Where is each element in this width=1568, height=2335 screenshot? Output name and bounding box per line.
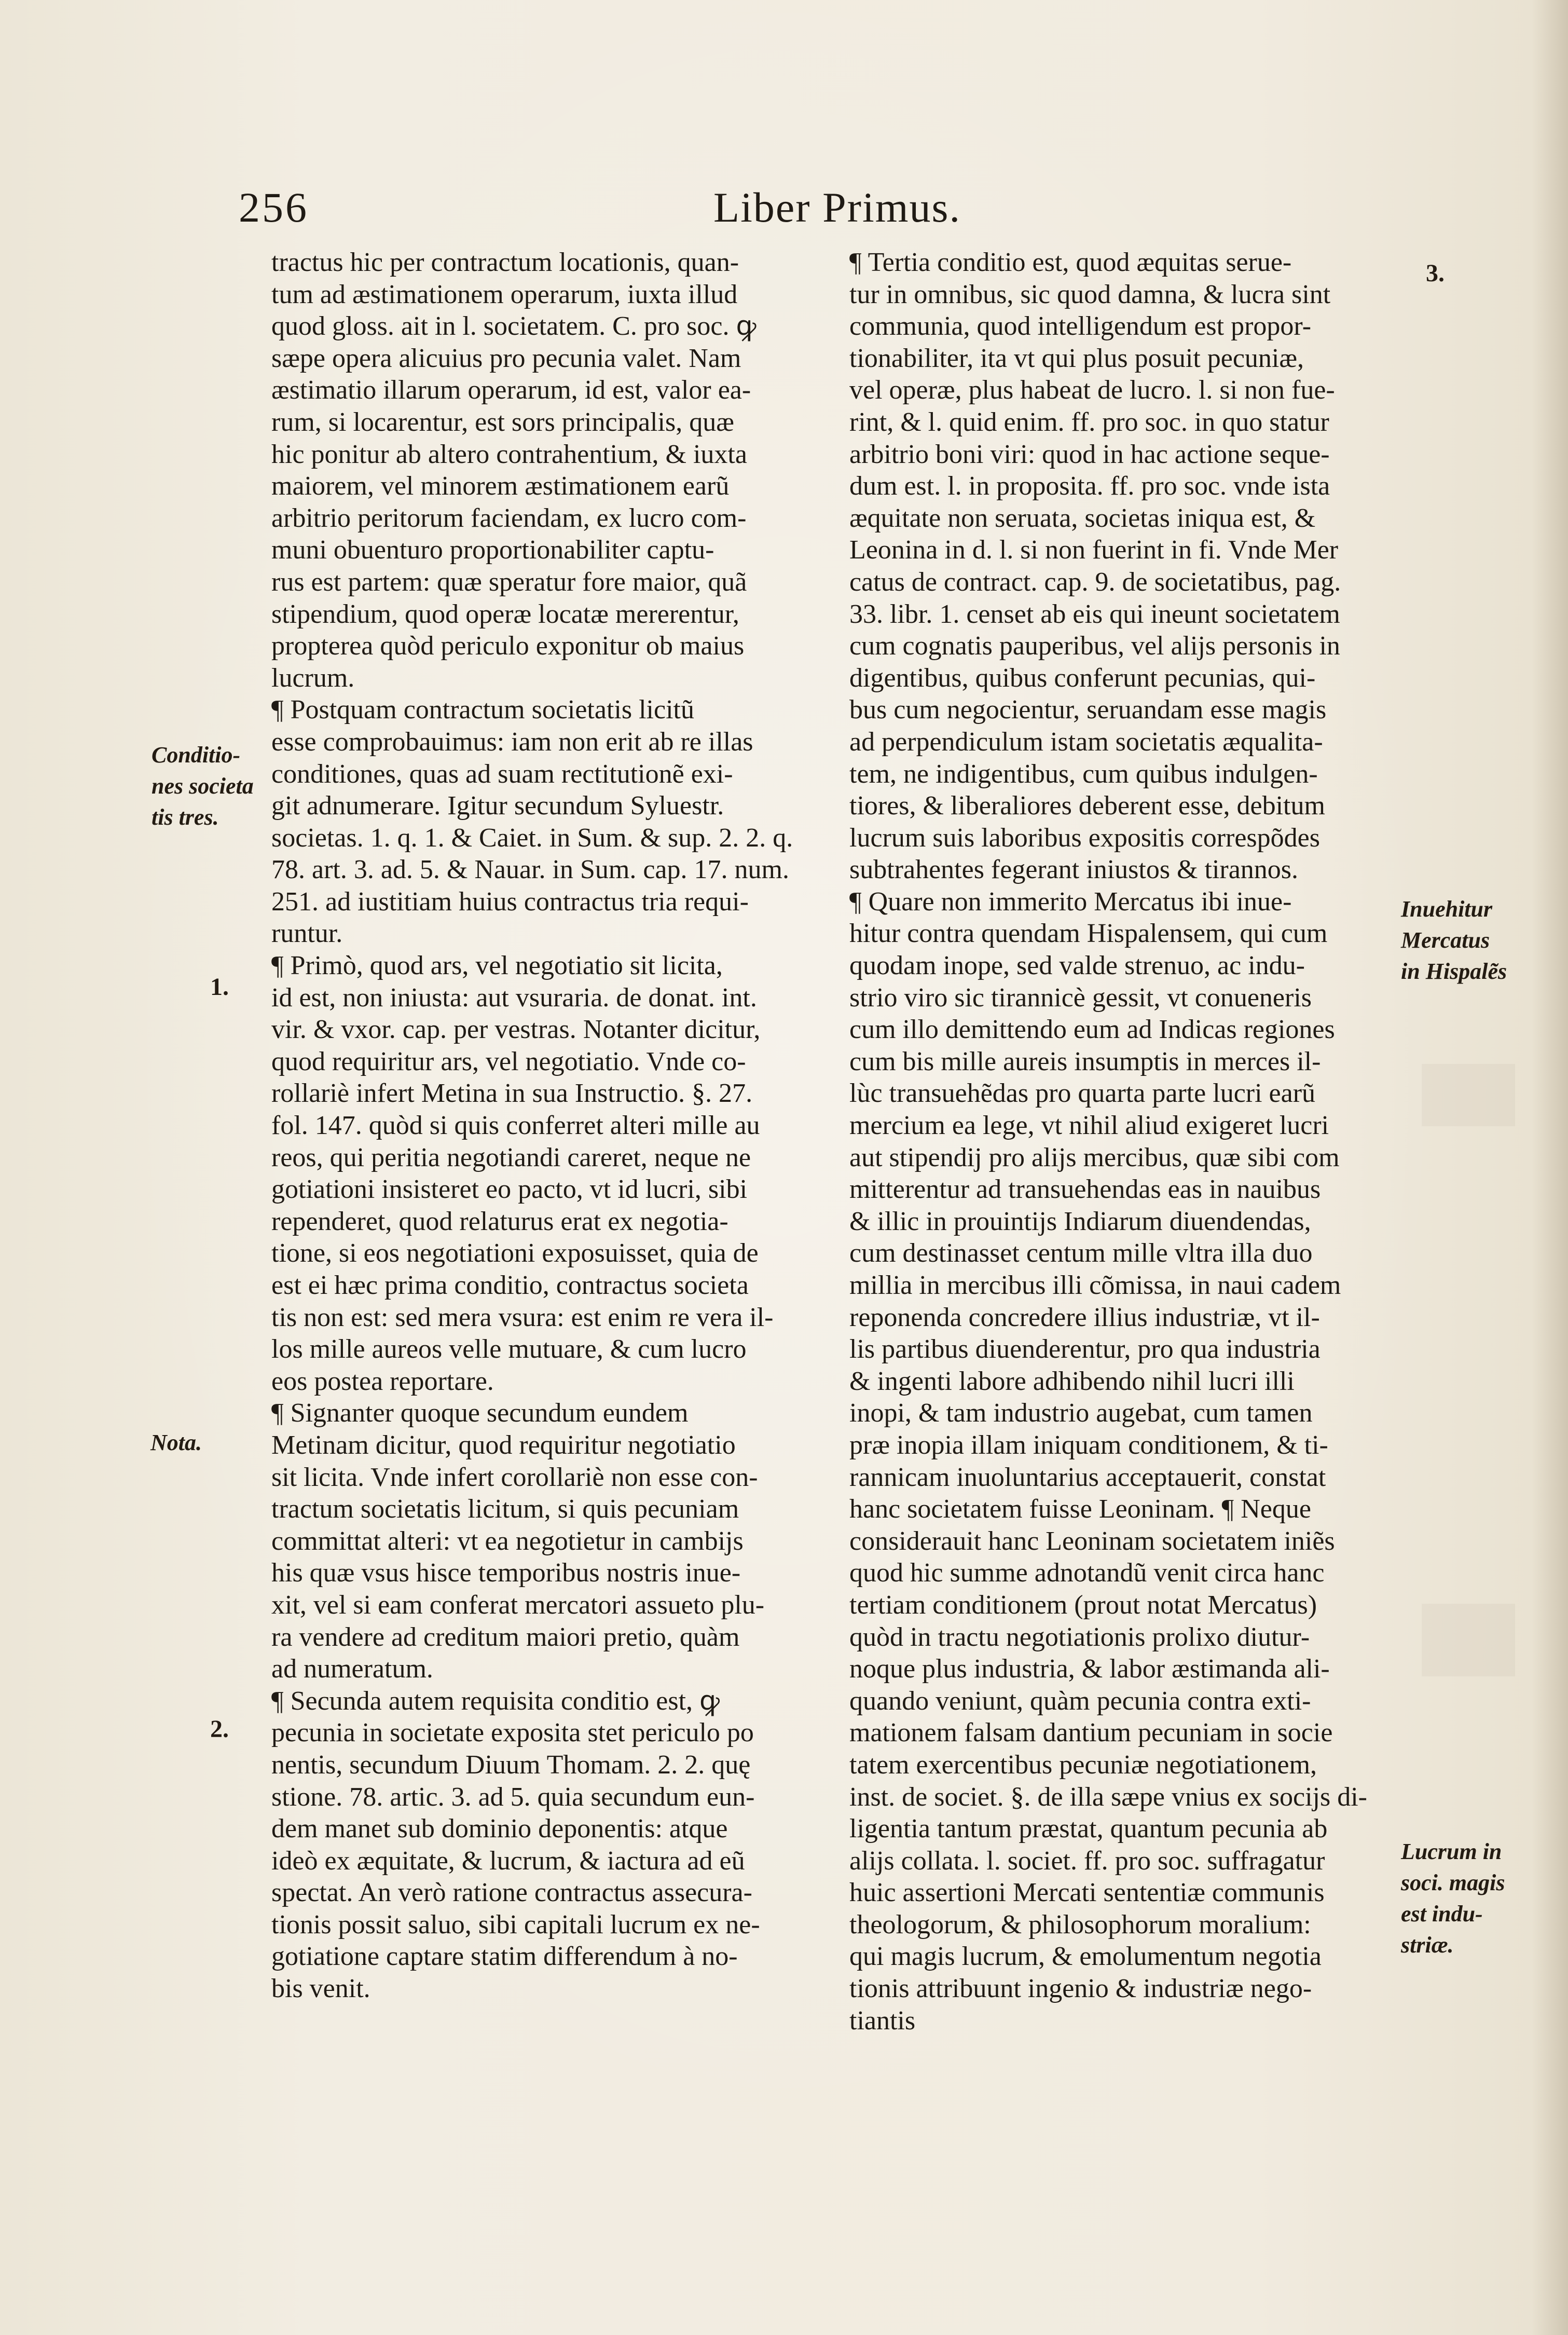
text-line: æquitate non seruata, societas iniqua est, & <box>849 503 1316 533</box>
text-line: cum cognatis pauperibus, vel alijs personis in <box>849 631 1340 661</box>
text-line: fol. 147. quòd si quis conferret alteri mille au <box>271 1111 760 1141</box>
text-line: his quæ vsus hisce temporibus nostris inue- <box>271 1558 741 1588</box>
text-line: hic ponitur ab altero contrahentium, & iuxta <box>271 439 747 469</box>
text-line: ¶ Primò, quod ars, vel negotiatio sit licita, <box>271 951 723 981</box>
text-line: xit, vel si eam conferat mercatori assueto plu- <box>271 1590 765 1620</box>
text-line: sit licita. Vnde infert corollariè non esse con- <box>271 1462 758 1492</box>
text-line: tatem exercentibus pecuniæ negotiationem, <box>849 1750 1317 1780</box>
text-line: gotiatione captare statim differendum à no- <box>271 1942 738 1972</box>
text-line: quando veniunt, quàm pecunia contra exti- <box>849 1686 1311 1716</box>
margin-number-2: 2. <box>210 1715 229 1743</box>
text-line: vel operæ, plus habeat de lucro. l. si non fue- <box>849 375 1335 405</box>
page-header <box>239 179 1442 236</box>
text-line: quod hic summe adnotandũ venit circa hanc <box>849 1558 1325 1588</box>
text-line: Metinam dicitur, quod requiritur negotiatio <box>271 1430 736 1460</box>
text-line: mationem falsam dantium pecuniam in socie <box>849 1718 1333 1748</box>
margin-note-line: Conditio- <box>152 742 241 768</box>
margin-note-line: tis tres. <box>152 804 219 830</box>
text-line: præ inopia illam iniquam conditionem, & ti- <box>849 1430 1328 1460</box>
text-line: maiorem, vel minorem æstimationem earũ <box>271 471 730 501</box>
text-line: ra vendere ad creditum maiori pretio, quàm <box>271 1622 740 1652</box>
text-line: committat alteri: vt ea negotietur in cambijs <box>271 1526 744 1556</box>
text-line: millia in mercibus illi cõmissa, in naui cadem <box>849 1271 1341 1300</box>
text-line: bis venit. <box>271 1974 370 2004</box>
text-line: tione, si eos negotiationi exposuisset, quia de <box>271 1238 759 1268</box>
text-line: ¶ Secunda autem requisita conditio est, ꝙ <box>271 1686 720 1716</box>
margin-note-line: est indu- <box>1401 1901 1483 1927</box>
text-line: tiores, & liberaliores deberent esse, debitum <box>849 791 1325 821</box>
margin-note-line: Mercatus <box>1401 927 1490 953</box>
text-line: quod requiritur ars, vel negotiatio. Vnde co- <box>271 1046 746 1076</box>
text-line: theologorum, & philosophorum moralium: <box>849 1909 1311 1940</box>
text-line: spectat. An verò ratione contractus assecura- <box>271 1878 752 1908</box>
text-line: arbitrio peritorum faciendam, ex lucro com- <box>271 503 747 533</box>
text-line: quodam inope, sed valde strenuo, ac indu- <box>849 951 1305 981</box>
text-line: noque plus industria, & labor æstimanda ali- <box>849 1654 1330 1684</box>
text-line: nentis, secundum Diuum Thomam. 2. 2. quę <box>271 1750 751 1780</box>
text-line: ad numeratum. <box>271 1654 433 1684</box>
margin-note-line: striæ. <box>1401 1932 1454 1958</box>
text-line: societas. 1. q. 1. & Caiet. in Sum. & sup. 2. 2. q. <box>271 823 793 853</box>
text-line: digentibus, quibus conferunt pecunias, qui- <box>849 663 1316 693</box>
running-head: Liber Primus. <box>713 184 961 231</box>
text-line: tionis attribuunt ingenio & industriæ nego- <box>849 1974 1312 2004</box>
text-line: sæpe opera alicuius pro pecunia valet. Nam <box>271 343 741 373</box>
text-line: considerauit hanc Leoninam societatem iniẽs <box>849 1526 1335 1556</box>
text-line: esse comprobauimus: iam non erit ab re illas <box>271 727 753 757</box>
text-line: tur in omnibus, sic quod damna, & lucra sint <box>849 279 1331 309</box>
margin-number-3: 3. <box>1426 260 1445 287</box>
margin-number-1: 1. <box>210 973 229 1001</box>
text-line: mercium ea lege, vt nihil aliud exigeret lucri <box>849 1111 1329 1141</box>
text-line: bus cum negocientur, seruandam esse magis <box>849 695 1327 725</box>
text-line: id est, non iniusta: aut vsuraria. de donat. int. <box>271 982 757 1013</box>
text-line: tiantis <box>849 2005 916 2036</box>
text-line: tem, ne indigentibus, cum quibus indulgen- <box>849 759 1318 789</box>
margin-note-line: nes societa <box>152 773 254 799</box>
text-line: propterea quòd periculo exponitur ob maius <box>271 631 745 661</box>
margin-note-inuehitur <box>1401 894 1507 987</box>
text-line: communia, quod intelligendum est propor- <box>849 311 1312 342</box>
page-edge-shadow <box>1532 0 1568 2335</box>
text-line: ad perpendiculum istam societatis æqualita- <box>849 727 1323 757</box>
text-line: strio viro sic tirannicè gessit, vt conueneris <box>849 982 1312 1013</box>
text-line: lucrum suis laboribus expositis correspõdes <box>849 823 1320 853</box>
text-line: tionabiliter, ita vt qui plus posuit pecuniæ, <box>849 343 1304 373</box>
text-line: rint, & l. quid enim. ff. pro soc. in quo statur <box>849 407 1329 437</box>
text-line: tractus hic per contractum locationis, quan- <box>271 248 739 277</box>
text-line: rus est partem: quæ speratur fore maior, quã <box>271 567 747 597</box>
margin-note-line: soci. magis <box>1401 1870 1505 1895</box>
text-line: qui magis lucrum, & emolumentum negotia <box>849 1942 1322 1972</box>
text-line: dem manet sub dominio deponentis: atque <box>271 1814 728 1844</box>
text-line: ideò ex æquitate, & lucrum, & iactura ad eũ <box>271 1846 745 1876</box>
text-line: dum est. l. in proposita. ff. pro soc. vnde ista <box>849 471 1330 501</box>
text-line: hanc societatem fuisse Leoninam. ¶ Neque <box>849 1494 1311 1524</box>
text-line: inopi, & tam industrio augebat, cum tamen <box>849 1398 1313 1428</box>
text-line: & ingenti labore adhibendo nihil lucri illi <box>849 1366 1295 1396</box>
text-line: tis non est: sed mera vsura: est enim re vera il- <box>271 1302 774 1332</box>
text-line: rependeret, quod relaturus erat ex negotia- <box>271 1206 728 1236</box>
text-line: ligentia tantum præstat, quantum pecunia ab <box>849 1814 1328 1844</box>
text-line: subtrahentes fegerant iniustos & tirannos. <box>849 855 1299 885</box>
margin-note-line: in Hispalẽs <box>1401 959 1507 984</box>
text-line: reponenda concredere illius industriæ, vt il- <box>849 1302 1320 1332</box>
margin-note-line: Nota. <box>150 1430 202 1455</box>
text-line: eos postea reportare. <box>271 1366 494 1396</box>
bleed-through-mark <box>1422 1604 1515 1676</box>
text-line: reos, qui peritia negotiandi careret, neque ne <box>271 1142 751 1172</box>
text-line: arbitrio boni viri: quod in hac actione seque- <box>849 439 1330 469</box>
page-number: 256 <box>239 184 309 231</box>
text-line: lùc transuehẽdas pro quarta parte lucri earũ <box>849 1078 1316 1109</box>
text-line: tertiam conditionem (prout notat Mercatus) <box>849 1590 1317 1620</box>
text-line: 33. libr. 1. censet ab eis qui ineunt societatem <box>849 599 1340 629</box>
text-line: Leonina in d. l. si non fuerint in fi. Vnde Mer <box>849 535 1339 565</box>
text-line: tionis possit saluo, sibi capitali lucrum ex ne- <box>271 1909 760 1940</box>
text-line: rum, si locarentur, est sors principalis, quæ <box>271 407 734 437</box>
text-line: huic assertioni Mercati sententiæ communis <box>849 1878 1325 1908</box>
text-line: mitterentur ad transuehendas eas in nauibus <box>849 1175 1321 1205</box>
text-line: hitur contra quendam Hispalensem, qui cum <box>849 919 1328 949</box>
text-line: lucrum. <box>271 663 355 693</box>
text-line: runtur. <box>271 919 343 949</box>
text-line: alijs collata. l. societ. ff. pro soc. suffragatur <box>849 1846 1325 1876</box>
text-line: catus de contract. cap. 9. de societatibus, pag. <box>849 567 1341 597</box>
margin-note-line: Inuehitur <box>1401 896 1493 922</box>
text-line: 251. ad iustitiam huius contractus tria requi- <box>271 886 749 917</box>
text-line: cum illo demittendo eum ad Indicas regiones <box>849 1015 1335 1045</box>
bleed-through-mark <box>1422 1064 1515 1126</box>
text-line: rannicam inuoluntarius acceptauerit, constat <box>849 1462 1326 1492</box>
text-line: lis partibus diuenderentur, pro qua industria <box>849 1334 1321 1364</box>
text-line: gotiationi insisteret eo pacto, vt id lucri, sibi <box>271 1175 748 1205</box>
text-line: aut stipendij pro alijs mercibus, quæ sibi com <box>849 1142 1340 1172</box>
text-line: muni obuenturo proportionabiliter captu- <box>271 535 714 565</box>
text-line: inst. de societ. §. de illa sæpe vnius ex socijs di- <box>849 1782 1367 1812</box>
text-line: tractum societatis licitum, si quis pecuniam <box>271 1494 739 1524</box>
text-line: 78. art. 3. ad. 5. & Nauar. in Sum. cap. 17. num. <box>271 855 789 885</box>
text-line: ¶ Quare non immerito Mercatus ibi inue- <box>849 886 1292 917</box>
text-line: stipendium, quod operæ locatæ mererentur, <box>271 599 739 629</box>
text-line: rollariè infert Metina in sua Instructio. §. 27. <box>271 1078 753 1109</box>
text-line: vir. & vxor. cap. per vestras. Notanter dicitur, <box>271 1015 761 1045</box>
margin-note-line: Lucrum in <box>1401 1839 1502 1864</box>
text-line: pecunia in societate exposita stet periculo po <box>271 1718 754 1748</box>
text-line: & illic in prouintijs Indiarum diuendendas, <box>849 1206 1311 1236</box>
text-line: ¶ Tertia conditio est, quod æquitas serue- <box>849 248 1292 277</box>
text-line: cum bis mille aureis insumptis in merces il- <box>849 1046 1321 1076</box>
margin-note-lucrum <box>1401 1836 1505 1961</box>
text-line: cum destinasset centum mille vltra illa duo <box>849 1238 1313 1268</box>
left-text-column <box>271 247 806 2005</box>
text-line: los mille aureos velle mutuare, & cum lucro <box>271 1334 747 1364</box>
text-line: quod gloss. ait in l. societatem. C. pro soc. ꝙ <box>271 311 757 342</box>
margin-note-conditiones <box>152 740 254 833</box>
right-text-column <box>849 247 1389 2037</box>
text-line: tum ad æstimationem operarum, iuxta illud <box>271 279 738 309</box>
text-line: stione. 78. artic. 3. ad 5. quia secundum eun- <box>271 1782 755 1812</box>
margin-note-nota <box>150 1427 202 1458</box>
text-line: git adnumerare. Igitur secundum Syluestr. <box>271 791 724 821</box>
text-line: est ei hæc prima conditio, contractus societa <box>271 1271 749 1300</box>
text-line: quòd in tractu negotiationis prolixo diutur- <box>849 1622 1310 1652</box>
text-line: conditiones, quas ad suam rectitutionẽ exi- <box>271 759 733 789</box>
text-line: ¶ Postquam contractum societatis licitũ <box>271 695 694 725</box>
text-line: æstimatio illarum operarum, id est, valor ea- <box>271 375 751 405</box>
text-line: ¶ Signanter quoque secundum eundem <box>271 1398 689 1428</box>
